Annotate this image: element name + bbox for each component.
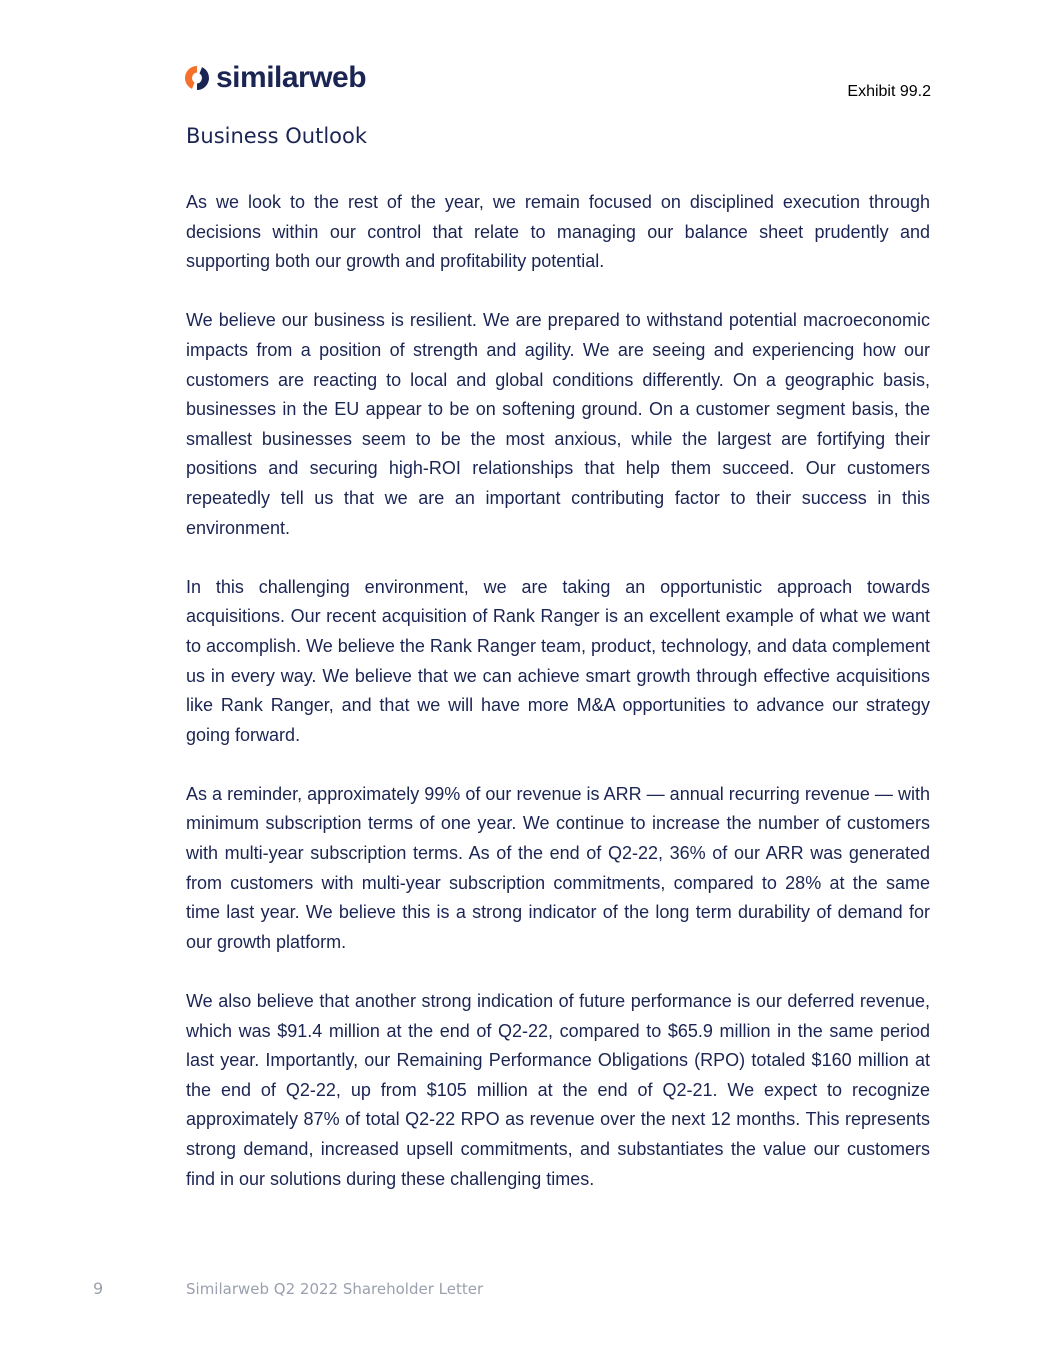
footer-document-title: Similarweb Q2 2022 Shareholder Letter — [186, 1280, 484, 1298]
paragraph: As we look to the rest of the year, we remain focused on disciplined execution through decisions within our control that relate to managing our balance sheet prudently and supporting both our growth and profitability potential. — [186, 192, 930, 272]
paragraph: We also believe that another strong indication of future performance is our deferred revenue, which was $91.4 million at the end of Q2-22, compared to $65.9 million in the same period last year. Importantly, our Remaining Performance Obligations (RPO) totaled $160 million at the end of Q2-22, up from $105 million at the end of Q2-21. We expect to recognize approximately 87% of total Q2-22 RPO as revenue over the next 12 months. This represents strong demand, increased upsell commitments, and substantiates the value our customers find in our solutions during these challenging times. — [186, 991, 930, 1189]
section-title: Business Outlook — [186, 124, 368, 148]
body-content — [186, 188, 930, 1224]
paragraph: As a reminder, approximately 99% of our revenue is ARR — annual recurring revenue — with minimum subscription terms of one year. We continue to increase the number of customers with multi-year subscription terms. As of the end of Q2-22, 36% of our ARR was generated from customers with multi-year subscription commitments, compared to 28% at the same time last year. We believe this is a strong indicator of the long term durability of demand for our growth platform. — [186, 783, 930, 952]
exhibit-label: Exhibit 99.2 — [847, 83, 931, 100]
paragraph: We believe our business is resilient. We are prepared to withstand potential macroeconomic impacts from a position of strength and agility. We are seeing and experiencing how our customers are reacting to local and global conditions differently. On a geographic basis, businesses in the EU appear to be on softening ground. On a customer segment basis, the smallest businesses seem to be the most anxious, while the largest are fortifying their positions and securing high-ROI relationships that help them succeed. Our customers repeatedly tell us that we are an important contributing factor to their success in this environment. — [186, 310, 930, 538]
paragraph: In this challenging environment, we are taking an opportunistic approach towards acquisitions. Our recent acquisition of Rank Ranger is an excellent example of what we want to accomplish. We believe the Rank Ranger team, product, technology, and data complement us in every way. We believe that we can achieve smart growth through effective acquisitions like Rank Ranger, and that we will have more M&A opportunities to advance our strategy going forward. — [186, 576, 930, 745]
similarweb-logo — [184, 60, 366, 96]
similarweb-logo-icon — [184, 65, 210, 91]
page-number: 9 — [93, 1279, 104, 1298]
logo-wordmark: similarweb — [216, 61, 367, 94]
